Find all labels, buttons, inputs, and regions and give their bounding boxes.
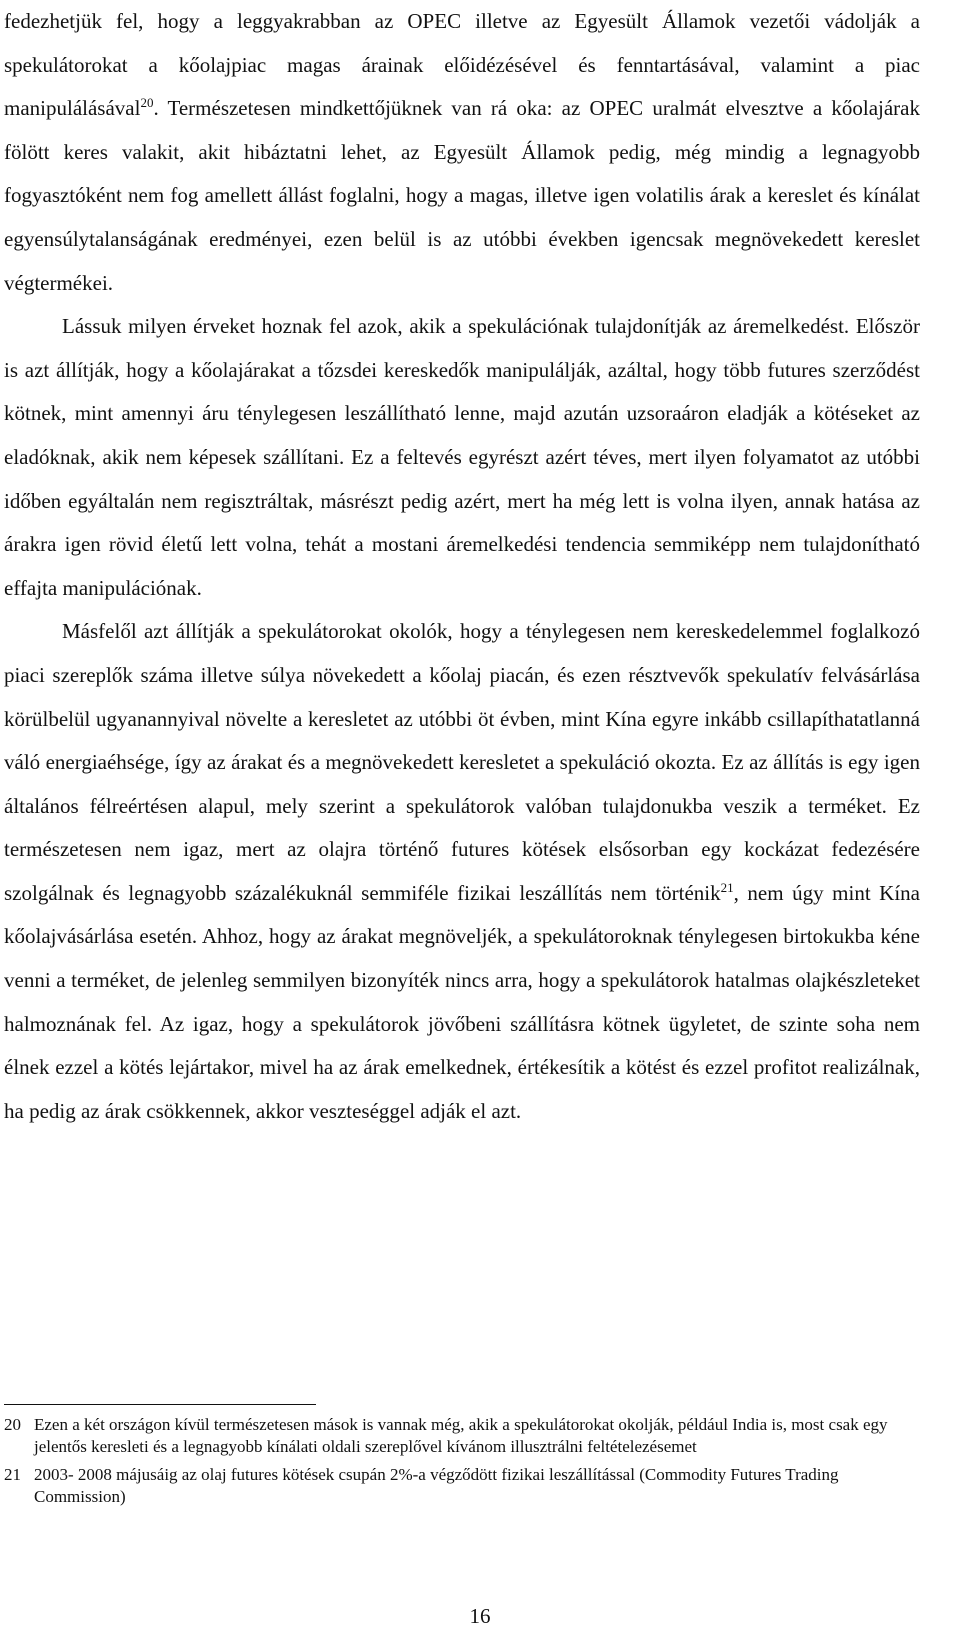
footnote-text: Ezen a két országon kívül természetesen mások is vannak még, akik a spekulátorokat okolják, például India is, most csak egy jelentős keresleti és a legnagyobb kínálati oldali szereplővel kívánom illusztrálni feltételezésemet <box>34 1415 888 1456</box>
footnote-number: 21 <box>4 1465 21 1484</box>
footnote-text: 2003- 2008 májusáig az olaj futures kötések csupán 2%-a végződött fizikai leszállítással (Commodity Futures Trading Commission) <box>34 1465 839 1506</box>
footnote-number: 20 <box>4 1415 21 1434</box>
paragraph-3-text-b: , nem úgy mint Kína kőolajvásárlása esetén. Ahhoz, hogy az árakat megnöveljék, a spekulátoroknak ténylegesen birtokukba kéne venni a terméket, de jelenleg semmilyen bizonyíték nincs arra, hogy a spekulátorok hatalmas olajkészleteket halmoznának fel. Az igaz, hogy a spekulátorok jövőbeni szállításra kötnek ügyletet, de szinte soha nem élnek ezzel a kötés lejártakor, mivel ha az árak emelkednek, értékesítik a kötést és ezzel profitot realizálnak, ha pedig az árak csökkennek, akkor veszteséggel adják el azt. <box>4 880 921 1123</box>
footnote-ref-20[interactable]: 20 <box>140 95 154 111</box>
paragraph-3-text-a: Másfelől azt állítják a spekulátorokat okolók, hogy a ténylegesen nem kereskedelemmel foglalkozó piaci szereplők száma illetve súlya növekedett a kőolaj piacán, és ezen résztvevők spekulatív felvásárlása körülbelül ugyanannyival növelte a keresletet az utóbbi öt évben, mint Kína egyre inkább csillapíthatatlanná váló energiaéhsége, így az árakat és a megnövekedett keresletet a spekuláció okozta. Ez az állítás is egy igen általános félreértésen alapul, mely szerint a spekulátorok valóban tulajdonukba veszik a terméket. Ez természetesen nem igaz, mert az olajra történő futures kötések elsősorban egy kockázat fedezésére szolgálnak és legnagyobb százalékuknál semmiféle fizikai leszállítás nem történik <box>4 619 920 905</box>
paragraph-1 <box>4 0 920 305</box>
footnotes <box>4 1414 920 1514</box>
body-text <box>4 0 920 1133</box>
footnote-separator <box>4 1404 316 1405</box>
paragraph-2 <box>4 305 920 610</box>
footnote-ref-21[interactable]: 21 <box>720 879 734 895</box>
paragraph-3 <box>4 610 920 1133</box>
footnote-21 <box>4 1464 920 1508</box>
page-number: 16 <box>469 1604 491 1628</box>
paragraph-2-text: Lássuk milyen érveket hoznak fel azok, akik a spekulációnak tulajdonítják az áremelkedést. Először is azt állítják, hogy a kőolajárakat a tőzsdei kereskedők manipulálják, azáltal, hogy több futures szerződést kötnek, mint amennyi áru ténylegesen leszállítható lenne, majd azután uzsoraáron eladják a kötéseket az eladóknak, akik nem képesek szállítani. Ez a feltevés egyrészt azért téves, mert ilyen folyamatot az utóbbi időben egyáltalán nem regisztráltak, másrészt pedig azért, mert ha még lett is volna ilyen, annak hatása az árakra igen rövid életű lett volna, tehát a mostani áremelkedési tendencia semmiképp nem tulajdonítható effajta manipulációnak. <box>4 314 920 600</box>
footnote-20 <box>4 1414 920 1458</box>
paragraph-1-text-a: fedezhetjük fel, hogy a leggyakrabban az OPEC illetve az Egyesült Államok vezetői vádolják a spekulátorokat a kőolajpiac magas árainak előidézésével és fenntartásával, valamint a piac manipulálásával <box>4 9 920 121</box>
paragraph-1-text-b: . Természetesen mindkettőjüknek van rá oka: az OPEC uralmát elvesztve a kőolajárak fölött keres valakit, akit hibáztatni lehet, az Egyesült Államok pedig, még mindig a legnagyobb fogyasztóként nem fog amellett állást foglalni, hogy a magas, illetve igen volatilis árak a kereslet és kínálat egyensúlytalanságának eredményei, ezen belül is az utóbbi években igencsak megnövekedett kereslet végtermékei. <box>4 96 920 295</box>
